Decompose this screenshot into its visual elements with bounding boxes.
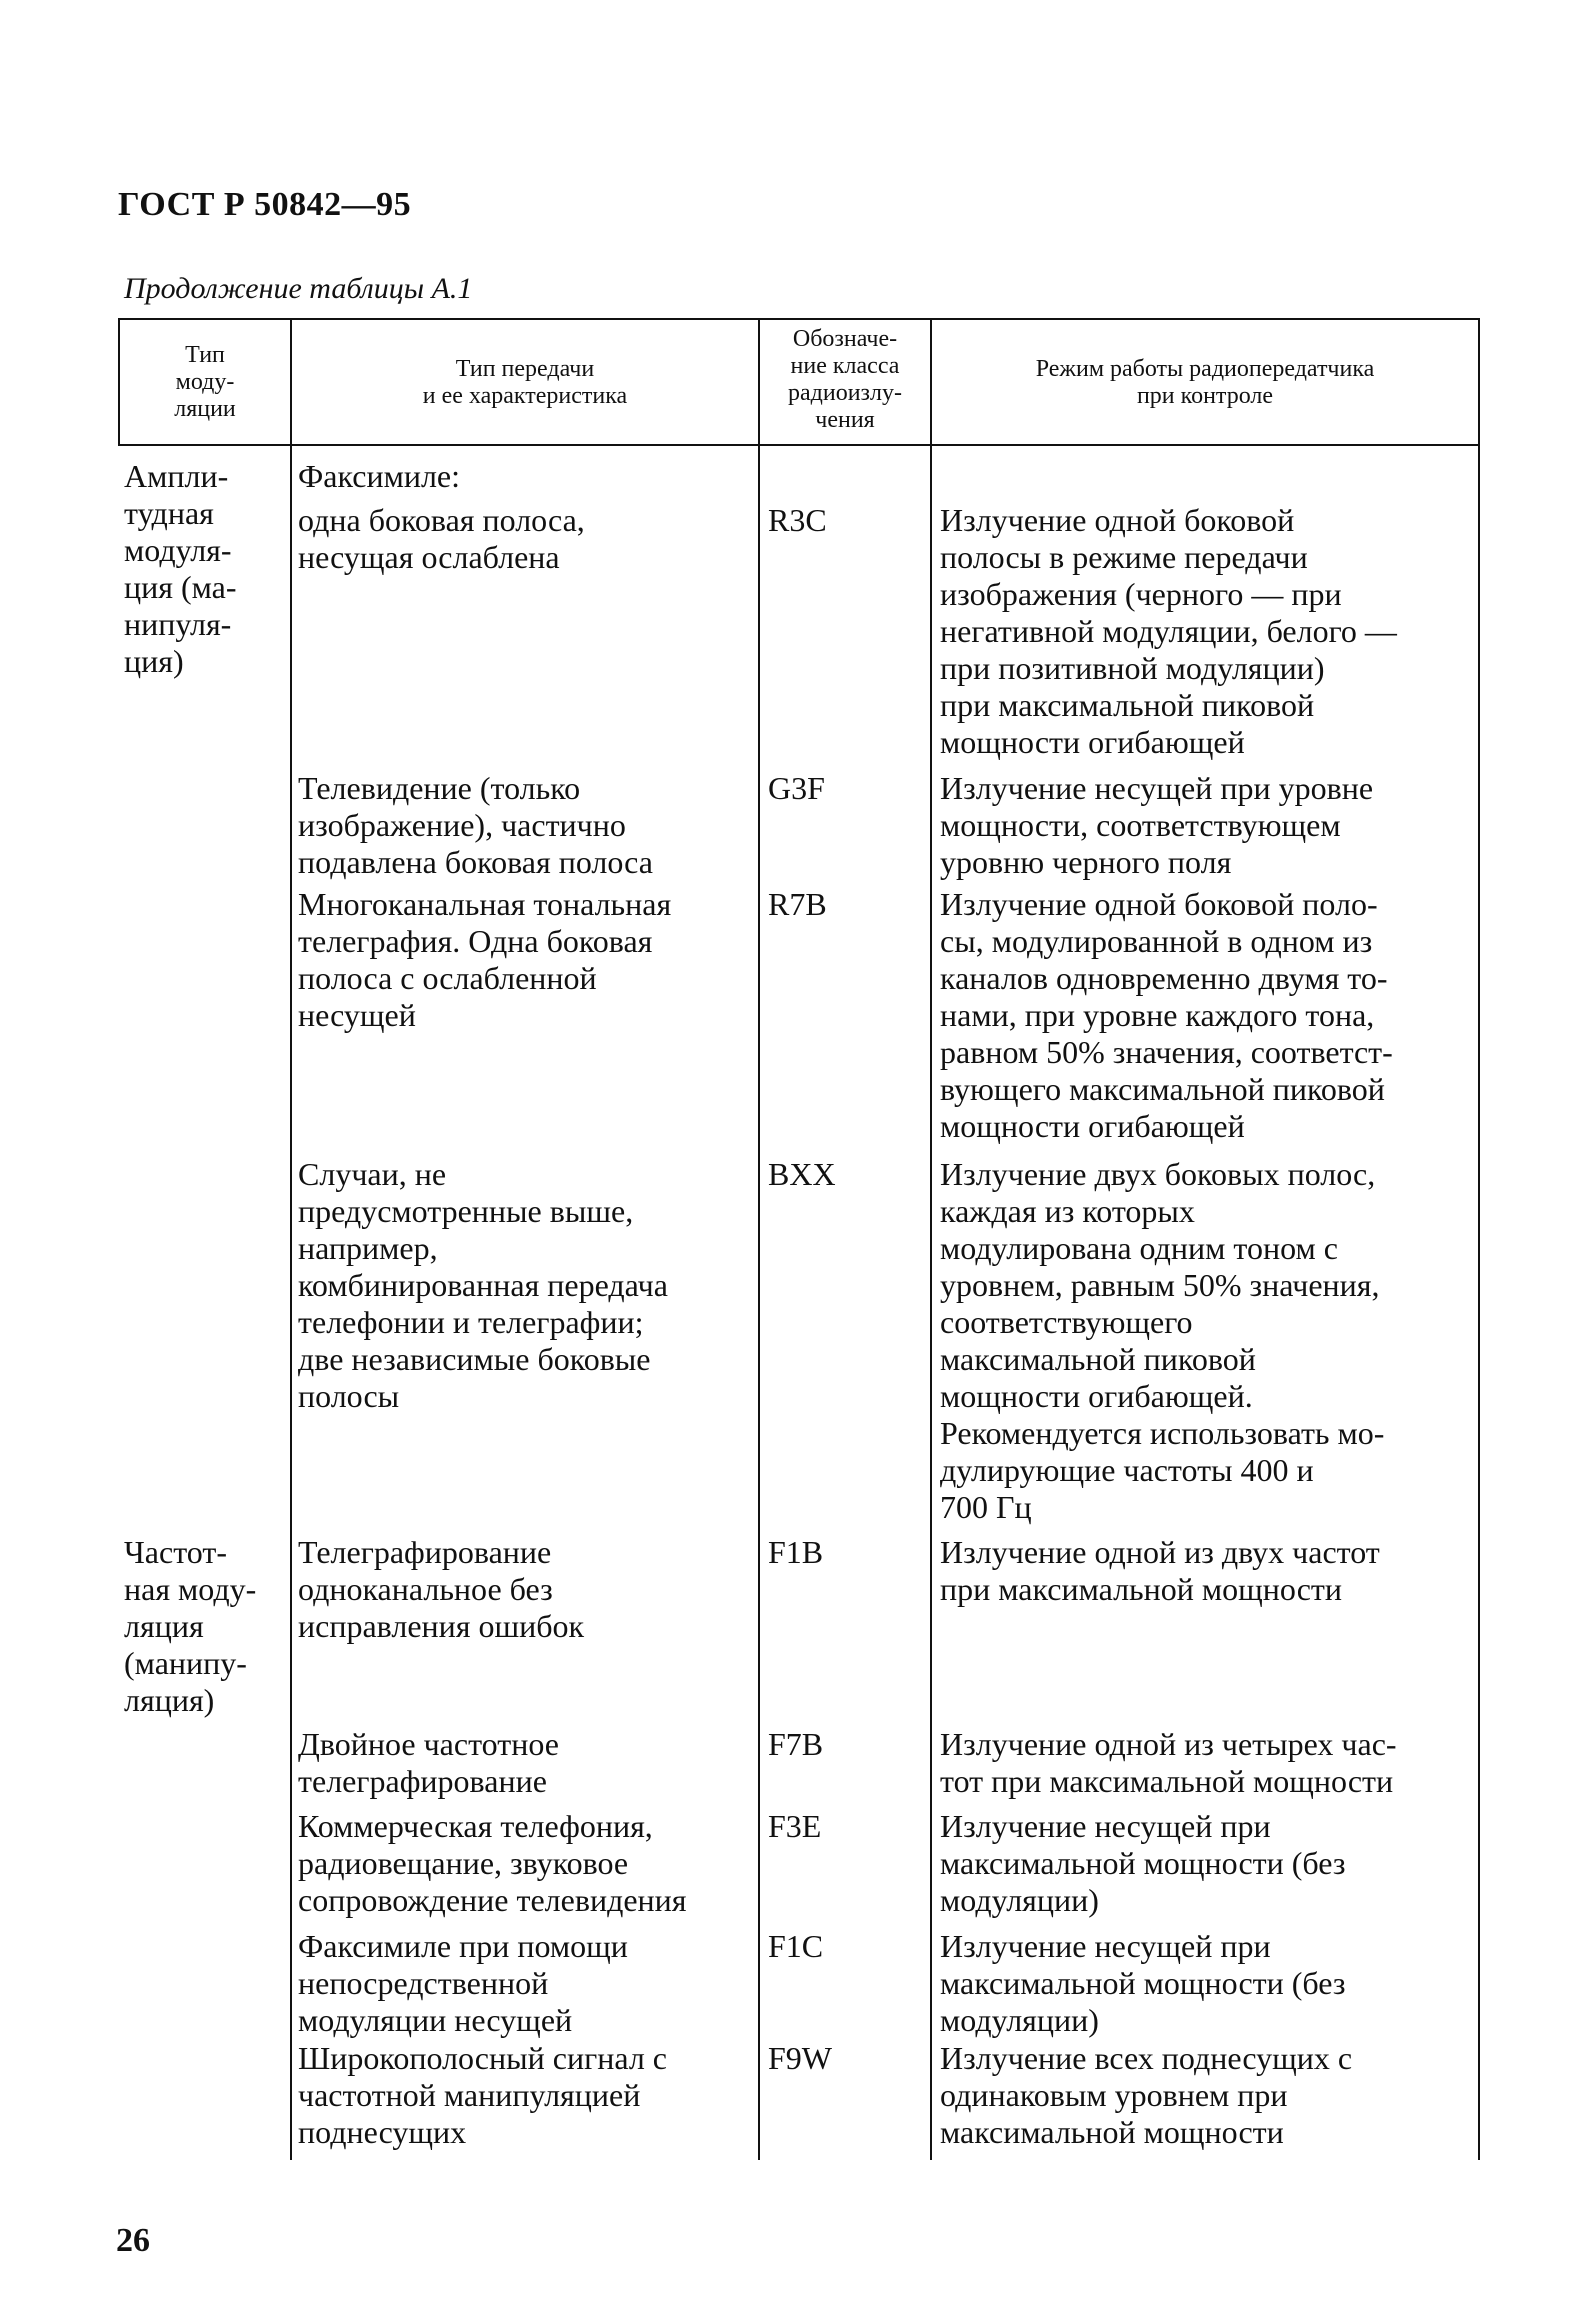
- table-right-rule: [1478, 318, 1480, 2160]
- document-code: ГОСТ Р 50842—95: [118, 186, 412, 223]
- table-row-mode: Излучение двух боковых полос, каждая из которых модулирована одним тоном с уровнем, равным 50% значения, соответствующего максимальной пиковой мощности огибающей. Рекомендуется использовать мо- дулирующие частоты 400 и 700 Гц: [940, 1156, 1385, 1525]
- modulation-group-amplitude: Ампли- тудная модуля- ция (ма- нипуля- ция): [124, 458, 237, 679]
- column-divider-3: [930, 318, 932, 2160]
- table-row-transmission: Телеграфирование одноканальное без исправления ошибок: [298, 1534, 585, 1644]
- table-row-mode: Излучение несущей при максимальной мощности (без модуляции): [940, 1928, 1346, 2038]
- table-row-transmission: одна боковая полоса, несущая ослаблена: [298, 502, 585, 575]
- table-row-transmission: Двойное частотное телеграфирование: [298, 1726, 559, 1799]
- table-row-mode: Излучение одной из четырех час- тот при максимальной мощности: [940, 1726, 1397, 1799]
- table-left-rule: [118, 318, 120, 446]
- table-row-mode: Излучение всех поднесущих с одинаковым уровнем при максимальной мощности: [940, 2040, 1353, 2150]
- table-row-mode: Излучение одной из двух частот при максимальной мощности: [940, 1534, 1380, 1607]
- table-row-transmission: Широкополосный сигнал с частотной манипуляцией поднесущих: [298, 2040, 667, 2150]
- table-row-transmission: Телевидение (только изображение), частично подавлена боковая полоса: [298, 770, 653, 880]
- header-transmitter-mode: Режим работы радиопередатчика при контроле: [1035, 356, 1375, 409]
- table-row-class: F7B: [768, 1726, 824, 1762]
- table-row-class: F3E: [768, 1808, 822, 1844]
- table-row-mode: Излучение несущей при максимальной мощности (без модуляции): [940, 1808, 1346, 1918]
- header-modulation-type: Тип моду- ляции: [174, 342, 236, 422]
- table-row-mode: Излучение несущей при уровне мощности, соответствующем уровню черного поля: [940, 770, 1374, 880]
- table-row-transmission: Многоканальная тональная телеграфия. Одна боковая полоса с ослабленной несущей: [298, 886, 672, 1033]
- header-bottom-rule: [118, 444, 1480, 446]
- table-top-rule: [118, 318, 1480, 320]
- table-row-class: F1B: [768, 1534, 824, 1570]
- column-divider-1: [290, 318, 292, 2160]
- table-row-class: R7B: [768, 886, 827, 922]
- table-row-transmission: Коммерческая телефония, радиовещание, звуковое сопровождение телевидения: [298, 1808, 687, 1918]
- table-row-class: BXX: [768, 1156, 836, 1192]
- table-continuation-caption: Продолжение таблицы А.1: [124, 272, 473, 305]
- column-divider-2: [758, 318, 760, 2160]
- header-emission-class: Обозначе- ние класса радиоизлу- чения: [788, 326, 902, 433]
- table-row-class: R3C: [768, 502, 827, 538]
- modulation-group-frequency: Частот- ная моду- ляция (манипу- ляция): [124, 1534, 257, 1718]
- table-row-transmission: Факсимиле при помощи непосредственной модуляции несущей: [298, 1928, 628, 2038]
- table-row-class: F9W: [768, 2040, 832, 2076]
- table-row-class: G3F: [768, 770, 825, 806]
- page-number: 26: [116, 2222, 150, 2259]
- table-row-mode: Излучение одной боковой полосы в режиме передачи изображения (черного — при негативной модуляции, белого — при позитивной модуляции) при максимальной пиковой мощности огибающей: [940, 502, 1397, 760]
- table-row-transmission: Факсимиле:: [298, 458, 460, 494]
- table-row-transmission: Случаи, не предусмотренные выше, например, комбинированная передача телефонии и телеграфии; две независимые боковые полосы: [298, 1156, 668, 1414]
- header-transmission-type: Тип передачи и ее характеристика: [422, 356, 628, 409]
- table-row-mode: Излучение одной боковой поло- сы, модулированной в одном из каналов одновременно двумя то- нами, при уровне каждого тона, равном 50% значения, соответст- вующего максимальной пиковой мощности огибающей: [940, 886, 1393, 1144]
- table-row-class: F1C: [768, 1928, 824, 1964]
